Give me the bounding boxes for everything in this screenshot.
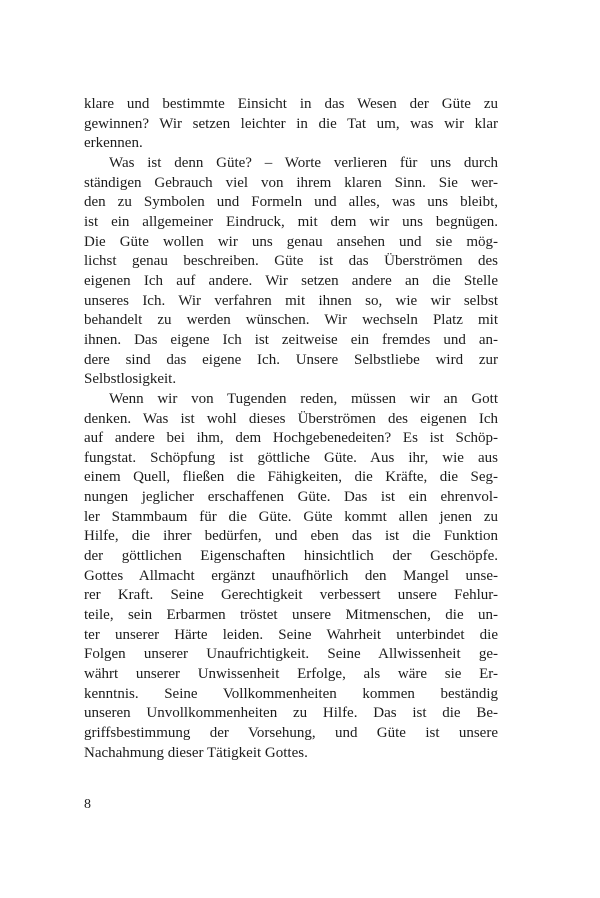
text-line: Die Güte wollen wir uns genau ansehen und sie mög- (84, 233, 498, 250)
text-line: rer Kraft. Seine Gerechtigkeit verbessert unsere Fehlur- (84, 587, 498, 604)
text-line: ter unserer Härte leiden. Seine Wahrheit unterbindet die (84, 626, 498, 643)
text-line: klare und bestimmte Einsicht in das Wesen der Güte zu (84, 96, 498, 112)
text-line: währt unserer Unwissenheit Erfolge, als wäre sie Er- (84, 666, 498, 683)
text-line: ihnen. Das eigene Ich ist zeitweise ein fremdes und an- (84, 331, 498, 348)
text-line: griffsbestimmung der Vorsehung, und Güte ist unsere (84, 725, 498, 741)
text-line: lichst genau beschreiben. Güte ist das Überströmen des (84, 253, 498, 270)
text-line: gewinnen? Wir setzen leichter in die Tat um, was wir klar (84, 115, 498, 132)
text-line: eigenen Ich auf andere. Wir setzen andere an die Stelle (84, 272, 498, 289)
text-line: ler Stammbaum für die Güte. Güte kommt allen jenen zu (84, 508, 498, 525)
text-line: kenntnis. Seine Vollkommenheiten kommen beständig (84, 685, 498, 702)
text-line: ständigen Gebrauch viel von ihrem klaren Sinn. Sie wer- (84, 174, 498, 191)
text-line: den zu Symbolen und Formeln und alles, was uns bleibt, (84, 194, 498, 211)
text-line: dere sind das eigene Ich. Unsere Selbstliebe wird zur (84, 351, 498, 368)
text-line: nungen jeglicher erschaffenen Güte. Das ist ein ehrenvol- (84, 489, 498, 506)
text-line: denken. Was ist wohl dieses Überströmen des eigenen Ich (84, 410, 498, 427)
text-line: fungstat. Schöpfung ist göttliche Güte. Aus ihr, wie aus (84, 449, 498, 466)
page-number: 8 (84, 797, 91, 812)
text-line: Hilfe, die ihrer bedürfen, und eben das ist die Funktion (84, 528, 498, 545)
text-line: der göttlichen Eigenschaften hinsichtlich der Geschöpfe. (84, 548, 498, 565)
text-line: einem Quell, fließen die Fähigkeiten, die Kräfte, die Seg- (84, 469, 498, 486)
text-line: auf andere bei ihm, dem Hochgebenedeiten? Es ist Schöp- (84, 430, 498, 447)
text-line: teile, sein Erbarmen tröstet unsere Mitmenschen, die un- (84, 607, 498, 624)
text-line: unseres Ich. Wir verfahren mit ihnen so, wie wir selbst (84, 292, 498, 309)
text-line: Nachahmung dieser Tätigkeit Gottes. (84, 744, 308, 761)
text-block (84, 95, 498, 763)
text-line: behandelt zu werden wünschen. Wir wechseln Platz mit (84, 312, 498, 329)
text-line: Was ist denn Güte? – Worte verlieren für uns durch (109, 154, 498, 171)
text-line: ist ein allgemeiner Eindruck, mit dem wir uns begnügen. (84, 213, 498, 230)
text-line: erkennen. (84, 135, 143, 152)
text-line: Folgen unserer Unaufrichtigkeit. Seine Allwissenheit ge- (84, 646, 498, 663)
text-line: Selbstlosigkeit. (84, 371, 177, 388)
text-line: unseren Unvollkommenheiten zu Hilfe. Das ist die Be- (84, 705, 498, 722)
text-line: Gottes Allmacht ergänzt unaufhörlich den Mangel unse- (84, 567, 498, 584)
text-line: Wenn wir von Tugenden reden, müssen wir an Gott (109, 390, 498, 407)
